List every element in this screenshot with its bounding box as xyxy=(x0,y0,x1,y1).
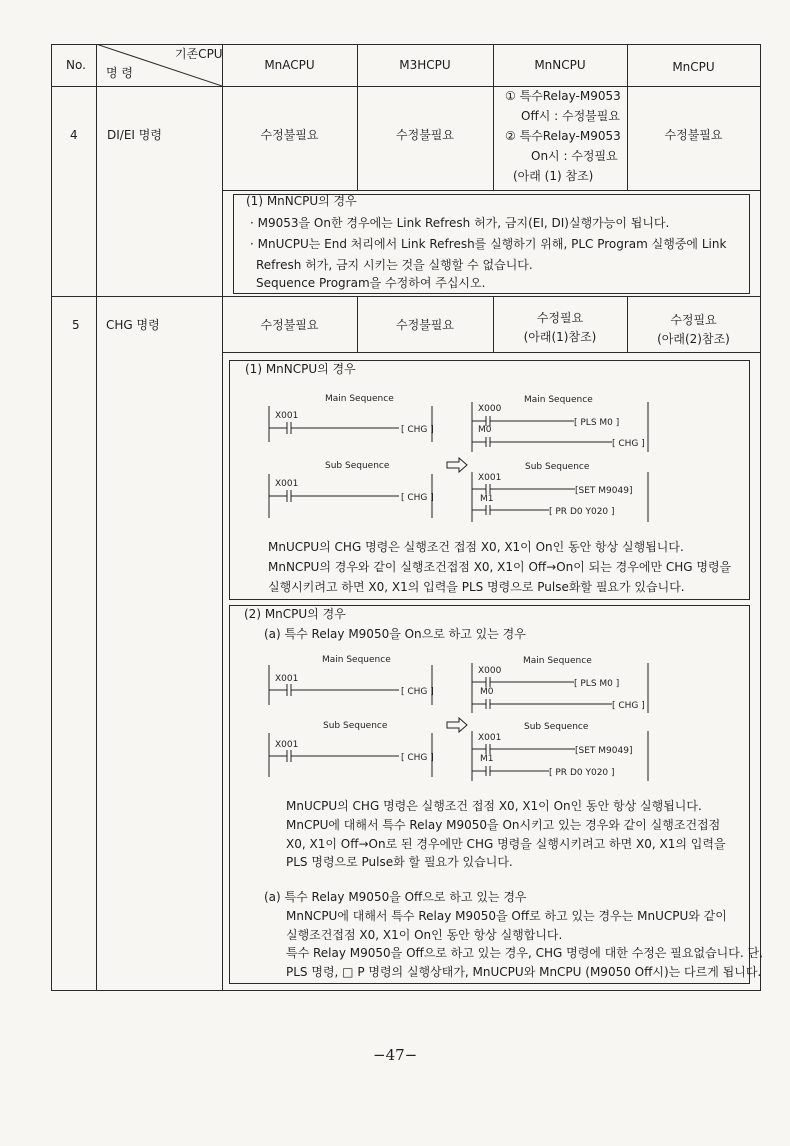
row4-note-line2: · MnUCPU는 End 처리에서 Link Refresh를 실행하기 위해, PLC Program 실행중에 Link xyxy=(250,237,727,251)
header-col-mncpu: MnCPU xyxy=(672,60,715,74)
sec1-left-x001-a: X001 xyxy=(275,411,299,421)
sec2-right-main-label: Main Sequence xyxy=(523,656,592,666)
sec2a-line2: MnCPU에 대해서 특수 Relay M9050을 On시키고 있는 경우와 같이 실행조건접점 xyxy=(286,818,721,832)
row5-no: 5 xyxy=(72,318,80,332)
sec2a-line4: PLS 명령으로 Pulse화 할 필요가 있습니다. xyxy=(286,855,513,869)
sec1-left-x001-b: X001 xyxy=(275,479,299,489)
sec2-right-pr: [ PR D0 Y020 ] xyxy=(549,768,615,778)
sec1-line3: 실행시키려고 하면 X0, X1의 입력을 PLS 명령으로 Pulse화할 필요가 있습니다. xyxy=(268,580,685,594)
sec1-left-main-label: Main Sequence xyxy=(325,394,394,404)
sec2b-line3: 특수 Relay M9050을 Off으로 하고 있는 경우, CHG 명령에 대한 수정은 필요없습니다. 단, xyxy=(286,946,763,960)
sec1-left-sub-label: Sub Sequence xyxy=(325,461,390,471)
row4-mnncpu-line5: (아래 (1) 참조) xyxy=(513,169,594,183)
sec2b-line4: PLS 명령, □ P 명령의 실행상태가, MnUCPU와 MnCPU (M9050 Off시)는 다르게 됩니다. xyxy=(286,965,762,979)
row5-mnncpu-line1: 수정필요 xyxy=(536,311,584,325)
sec2-left-main-label: Main Sequence xyxy=(322,655,391,665)
row4-command: DI/EI 명령 xyxy=(107,128,162,142)
sec1-right-chg: [ CHG ] xyxy=(612,439,645,449)
sec2b-line2: 실행조건접점 X0, X1이 On인 동안 항상 실행합니다. xyxy=(286,928,563,942)
sec2a-line1: MnUCPU의 CHG 명령은 실행조건 접점 X0, X1이 On인 동안 항상 실행됩니다. xyxy=(286,799,702,813)
sec1-right-pls: [ PLS M0 ] xyxy=(574,418,620,428)
sec1-right-main-label: Main Sequence xyxy=(524,395,593,405)
header-col-m3hcpu: M3HCPU xyxy=(399,58,451,72)
row4-note-title: (1) MnNCPU의 경우 xyxy=(246,194,357,208)
sec1-ladder-diagram xyxy=(229,380,748,540)
sec1-right-set: [SET M9049] xyxy=(575,486,633,496)
header-command: 명 령 xyxy=(106,66,133,80)
sec2-right-chg: [ CHG ] xyxy=(612,701,645,711)
sec2b-line1: MnNCPU에 대해서 특수 Relay M9050을 Off로 하고 있는 경우는 MnUCPU와 같이 xyxy=(286,909,727,923)
sec2-left-chg-a: [ CHG ] xyxy=(401,687,434,697)
sec2b-title: (a) 특수 Relay M9050을 Off으로 하고 있는 경우 xyxy=(264,890,527,904)
row4-note-line4: Sequence Program을 수정하여 주십시오. xyxy=(256,276,486,290)
sec2-right-x000: X000 xyxy=(478,666,502,676)
row4-mnacpu: 수정불필요 xyxy=(260,128,319,142)
sec1-right-m0: M0 xyxy=(478,425,492,435)
sec2-title: (2) MnCPU의 경우 xyxy=(244,607,346,621)
sec2-left-x001-a: X001 xyxy=(275,674,299,684)
sec2-right-m0: M0 xyxy=(480,687,494,697)
row4-mncpu: 수정불필요 xyxy=(664,128,723,142)
sec1-line2: MnNCPU의 경우와 같이 실행조건접점 X0, X1이 Off→On이 되는 경우에만 CHG 명령을 xyxy=(268,560,732,574)
sec1-right-x001: X001 xyxy=(478,473,502,483)
sec2a-title: (a) 특수 Relay M9050을 On으로 하고 있는 경우 xyxy=(264,627,526,641)
sec1-right-pr: [ PR D0 Y020 ] xyxy=(549,507,615,517)
sec1-right-m1: M1 xyxy=(480,494,494,504)
page-number: −47− xyxy=(373,1046,418,1064)
row4-no: 4 xyxy=(70,128,78,142)
sec2-right-sub-label: Sub Sequence xyxy=(524,722,589,732)
header-base-cpu: 기존CPU xyxy=(175,47,223,61)
row5-command: CHG 명령 xyxy=(106,318,160,332)
sec2-arrow-icon xyxy=(447,718,467,732)
sec2-left-chg-b: [ CHG ] xyxy=(401,753,434,763)
sec1-left-chg-b: [ CHG ] xyxy=(401,493,434,503)
row5-mncpu-line1: 수정필요 xyxy=(670,313,717,327)
sec1-right-sub-label: Sub Sequence xyxy=(525,462,590,472)
sec2-ladder-diagram xyxy=(229,645,748,795)
row4-mnncpu-line3: ② 특수Relay-M9053 xyxy=(505,129,621,143)
row5-mncpu-line2: (아래(2)참조) xyxy=(657,332,730,346)
sec2-right-m1: M1 xyxy=(480,754,494,764)
sec1-arrow-icon xyxy=(447,458,467,472)
sec2-left-sub-label: Sub Sequence xyxy=(323,721,388,731)
row5-m3hcpu: 수정불필요 xyxy=(396,318,454,332)
row4-mnncpu-line2: Off시 : 수정불필요 xyxy=(521,109,620,123)
header-col-mnncpu: MnNCPU xyxy=(534,58,586,72)
row4-mnncpu-line4: On시 : 수정필요 xyxy=(531,149,618,163)
header-col-mnacpu: MnACPU xyxy=(264,58,315,72)
row4-note-line3: Refresh 허가, 금지 시키는 것을 실행할 수 없습니다. xyxy=(256,258,533,272)
sec2-right-pls: [ PLS M0 ] xyxy=(574,679,620,689)
row4-m3hcpu: 수정불필요 xyxy=(396,128,454,142)
sec2a-line3: X0, X1이 Off→On로 된 경우에만 CHG 명령을 실행시키려고 하면 X0, X1의 입력을 xyxy=(286,837,726,851)
sec1-right-x000: X000 xyxy=(478,404,502,414)
sec1-line1: MnUCPU의 CHG 명령은 실행조건 접점 X0, X1이 On인 동안 항상 실행됩니다. xyxy=(268,540,684,554)
sec2-right-set: [SET M9049] xyxy=(575,746,633,756)
row4-mnncpu-line1: ① 특수Relay-M9053 xyxy=(505,89,621,103)
header-no: No. xyxy=(66,58,86,72)
row5-mnncpu-line2: (아래(1)참조) xyxy=(523,330,597,344)
sec1-left-chg-a: [ CHG ] xyxy=(401,425,434,435)
row5-mnacpu: 수정불필요 xyxy=(260,318,319,332)
sec1-title: (1) MnNCPU의 경우 xyxy=(245,362,356,376)
row4-note-line1: · M9053을 On한 경우에는 Link Refresh 허가, 금지(EI, DI)실행가능이 됩니다. xyxy=(250,216,670,230)
sec2-left-x001-b: X001 xyxy=(275,740,299,750)
sec2-right-x001: X001 xyxy=(478,733,502,743)
